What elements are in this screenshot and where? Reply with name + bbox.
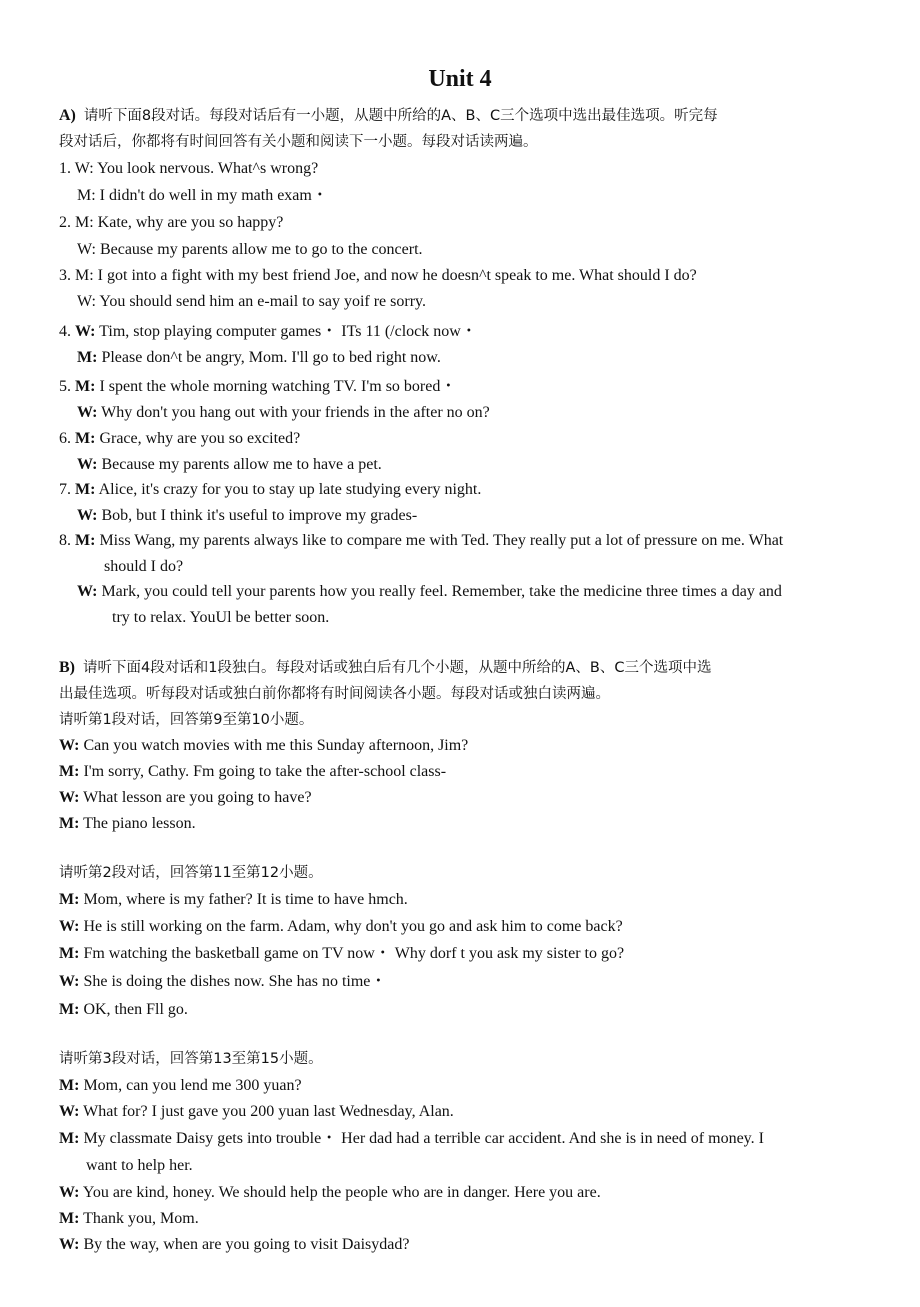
dialogue-text: Tim, stop playing computer games・ ITs 11 (/clock now・: [99, 323, 477, 340]
dialogue-text: Because my parents allow me to have a pet.: [101, 456, 382, 473]
speaker: M:: [59, 1001, 80, 1018]
dialogue-number: 4.: [59, 323, 71, 340]
dialogue-2-line1: [59, 212, 283, 234]
speaker: M:: [59, 1210, 80, 1227]
speaker: M:: [75, 430, 96, 447]
part-2-line5: [59, 999, 188, 1021]
dialogue-text: Mom, where is my father? It is time to have hmch.: [83, 891, 408, 908]
part-3-line3-cont: want to help her.: [86, 1157, 193, 1174]
dialogue-text: What lesson are you going to have?: [83, 789, 312, 806]
dialogue-8-line1: [59, 530, 783, 552]
dialogue-4-line2: [77, 347, 441, 369]
dialogue-text: I didn't do well in my math exam・: [99, 187, 328, 204]
dialogue-8-line2-cont: try to relax. YouUl be better soon.: [112, 609, 330, 626]
dialogue-8-line1-cont: should I do?: [104, 558, 184, 575]
dialogue-text: By the way, when are you going to visit Daisydad?: [83, 1236, 410, 1253]
speaker: M:: [59, 891, 80, 908]
dialogue-text: I spent the whole morning watching TV. I'm so bored・: [99, 378, 457, 395]
speaker: W:: [59, 918, 80, 935]
dialogue-text: Thank you, Mom.: [83, 1210, 199, 1227]
speaker: M:: [75, 267, 94, 284]
section-a-intro-line2: 段对话后，你都将有时间回答有关小题和阅读下一小题。每段对话读两遍。: [59, 134, 538, 150]
speaker: W:: [77, 583, 98, 600]
section-b-intro-line1: [59, 657, 711, 679]
speaker: M:: [77, 349, 98, 366]
dialogue-8-line2: [77, 581, 782, 603]
part-3-line4: [59, 1182, 601, 1204]
dialogue-text: He is still working on the farm. Adam, why don't you go and ask him to come back?: [83, 918, 623, 935]
speaker: W:: [77, 293, 96, 310]
dialogue-text: You look nervous. What^s wrong?: [97, 160, 319, 177]
dialogue-7-line2: [77, 505, 417, 527]
dialogue-text: The piano lesson.: [83, 815, 196, 832]
speaker: W:: [59, 1184, 80, 1201]
dialogue-text: Miss Wang, my parents always like to compare me with Ted. They really put a lot of pressure on me. What: [99, 532, 784, 549]
dialogue-text: Please don^t be angry, Mom. I'll go to bed right now.: [101, 349, 441, 366]
dialogue-6-line1: [59, 428, 300, 450]
speaker: W:: [59, 789, 80, 806]
speaker: M:: [59, 1077, 80, 1094]
dialogue-text: Can you watch movies with me this Sunday afternoon, Jim?: [83, 737, 469, 754]
part-3-line3: [59, 1128, 764, 1150]
dialogue-text: Mark, you could tell your parents how you really feel. Remember, take the medicine three times a day and: [101, 583, 782, 600]
part-3-line1: [59, 1075, 302, 1097]
part-2-line1: [59, 889, 408, 911]
speaker: W:: [74, 160, 94, 177]
part-1-line3: [59, 787, 312, 809]
speaker: M:: [75, 481, 96, 498]
dialogue-number: 1.: [59, 160, 71, 177]
part-3-line5: [59, 1208, 199, 1230]
dialogue-3-line1: [59, 265, 697, 287]
dialogue-text: Kate, why are you so happy?: [97, 214, 284, 231]
dialogue-1-line1: [59, 158, 318, 180]
dialogue-text: Mom, can you lend me 300 yuan?: [83, 1077, 302, 1094]
section-b-intro-line2: 出最佳选项。听每段对话或独白前你都将有时间阅读各小题。每段对话或独白读两遍。: [59, 686, 610, 702]
dialogue-text: I got into a fight with my best friend Joe, and now he doesn^t speak to me. What should I do?: [97, 267, 697, 284]
dialogue-6-line2: [77, 454, 382, 476]
section-a-intro-line1: [59, 105, 718, 127]
speaker: W:: [77, 404, 98, 421]
dialogue-1-line2: [77, 185, 328, 207]
speaker: M:: [75, 532, 96, 549]
part-3-line6: [59, 1234, 409, 1256]
part-2-heading: 请听第2段对话，回答第11至第12小题。: [59, 865, 323, 881]
dialogue-number: 7.: [59, 481, 71, 498]
dialogue-7-line1: [59, 479, 481, 501]
part-1-heading: 请听第1段对话，回答第9至第10小题。: [59, 712, 314, 728]
dialogue-text: My classmate Daisy gets into trouble・ Her dad had a terrible car accident. And she is in need of money. I: [83, 1130, 764, 1147]
speaker: M:: [59, 815, 80, 832]
speaker: W:: [75, 323, 96, 340]
section-b-intro-text1: 请听下面4段对话和1段独白。每段对话或独白后有几个小题，从题中所给的A、B、C三个选项中选: [83, 660, 712, 676]
dialogue-text: Alice, it's crazy for you to stay up late studying every night.: [98, 481, 482, 498]
dialogue-text: You are kind, honey. We should help the people who are in danger. Here you are.: [82, 1184, 601, 1201]
speaker: M:: [59, 945, 80, 962]
dialogue-2-line2: [77, 239, 423, 261]
dialogue-text: Bob, but I think it's useful to improve my grades-: [101, 507, 418, 524]
part-1-line2: [59, 761, 446, 783]
dialogue-number: 8.: [59, 532, 71, 549]
dialogue-text: Why don't you hang out with your friends in the after no on?: [101, 404, 490, 421]
dialogue-5-line1: [59, 376, 456, 398]
dialogue-text: What for? I just gave you 200 yuan last Wednesday, Alan.: [83, 1103, 454, 1120]
dialogue-text: Because my parents allow me to go to the concert.: [99, 241, 423, 258]
speaker: W:: [77, 507, 98, 524]
speaker: W:: [59, 1103, 80, 1120]
dialogue-3-line2: [77, 291, 426, 313]
speaker: W:: [77, 241, 96, 258]
part-1-line1: [59, 735, 468, 757]
dialogue-number: 6.: [59, 430, 71, 447]
speaker: W:: [59, 737, 80, 754]
part-1-line4: [59, 813, 196, 835]
part-2-line4: [59, 971, 386, 993]
dialogue-4-line1: [59, 321, 477, 343]
dialogue-text: She is doing the dishes now. She has no time・: [83, 973, 387, 990]
dialogue-text: OK, then Fll go.: [83, 1001, 188, 1018]
speaker: M:: [59, 1130, 80, 1147]
page-title: Unit 4: [428, 66, 492, 92]
part-2-line3: [59, 943, 624, 965]
dialogue-number: 2.: [59, 214, 71, 231]
dialogue-number: 3.: [59, 267, 71, 284]
speaker: W:: [77, 456, 98, 473]
speaker: W:: [59, 973, 80, 990]
section-a-intro-text1: 请听下面8段对话。每段对话后有一小题，从题中所给的A、B、C三个选项中选出最佳选项。听完每: [83, 108, 718, 124]
part-3-line2: [59, 1101, 454, 1123]
speaker: W:: [59, 1236, 80, 1253]
dialogue-text: You should send him an e-mail to say yoif re sorry.: [99, 293, 426, 310]
speaker: M:: [75, 378, 96, 395]
dialogue-5-line2: [77, 402, 490, 424]
speaker: M:: [59, 763, 80, 780]
section-b-label: B): [59, 659, 75, 676]
dialogue-text: Grace, why are you so excited?: [99, 430, 301, 447]
part-3-heading: 请听第3段对话，回答第13至第15小题。: [59, 1051, 323, 1067]
speaker: M:: [75, 214, 94, 231]
dialogue-number: 5.: [59, 378, 71, 395]
dialogue-text: I'm sorry, Cathy. Fm going to take the after-school class-: [83, 763, 447, 780]
speaker: M:: [77, 187, 96, 204]
section-a-label: A): [59, 107, 76, 124]
part-2-line2: [59, 916, 623, 938]
dialogue-text: Fm watching the basketball game on TV now・ Why dorf t you ask my sister to go?: [83, 945, 625, 962]
